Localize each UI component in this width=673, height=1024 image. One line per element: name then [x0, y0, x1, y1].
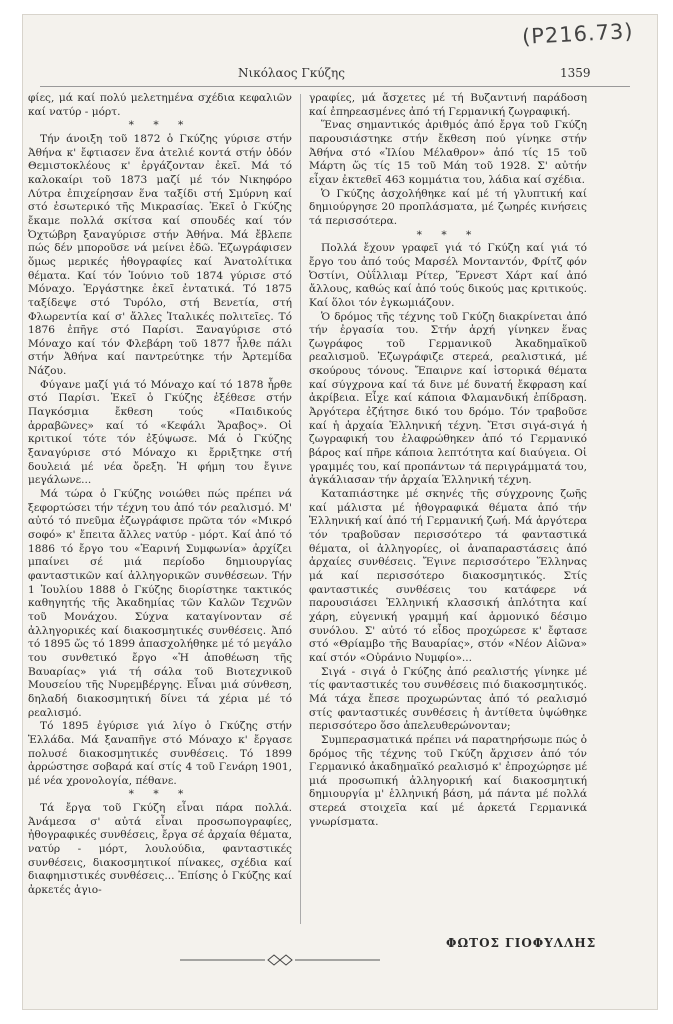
- paragraph: Πολλά ἔχουν γραφεῖ γιά τό Γκύζη καί γιά τό ἔργο του ἀπό τούς Μαρσέλ Μονταντόν, Φρίτζ φόν Ὀστίνι, Οὐΐλλιαμ Ρίτερ, Ἔρνεστ Χάρτ καί ἀπό ἄλλους, καθώς καί ἀπό τούς δικούς μας κριτικούς. Καί ὅλοι τόν ἐγκωμιάζουν.: [309, 242, 587, 309]
- paragraph: Ὁ δρόμος τῆς τέχνης τοῦ Γκύζη διακρίνεται ἀπό τήν ἐργασία του. Στήν ἀρχή γίνηκεν ἕνας ζωγράφος τοῦ Γερμανικοῦ Ἀκαδημαϊκοῦ ρεαλισμοῦ. Ἐζωγράφιζε στερεά, ρεαλιστικά, μέ σκούρους τόνους. Ἔπαιρνε καί ἱστορικά θέματα καί σύγχρονα καί τά δινε μέ δυνατή ἔκφραση καί ἀκρίβεια. Εἶχε καί κάποια Φλαμανδική ἐπίδραση. Ἀργότερα ἐζήτησε δικό του δρόμο. Τόν τραβοῦσε καί ἡ ἀρχαία Ἑλληνική τέχνη. Ἔτσι σιγά-σιγά ἡ ζωγραφική του ἐλαφρώθηκεν ἀπό τό Γερμανικό βάρος καί πῆρε κάποια λεπτότητα καί διαύγεια. Οἱ γραμμές του, καί προπάντων τά περιγράμματά του, ἀγκάλιασαν τήν ἀρχαία Ἑλληνική τέχνη.: [309, 310, 587, 487]
- paragraph: φίες, μά καί πολύ μελετημένα σχέδια κεφαλιῶν καί νατύρ - μόρτ.: [28, 92, 292, 118]
- paragraph: Τά ἔργα τοῦ Γκύζη εἶναι πάρα πολλά. Ἀνάμεσα σ' αὐτά εἶναι προσωπογραφίες, ἠθογραφικές συνθέσεις, ἔργα σέ ἀρχαία θέματα, νατύρ - μόρτ, λουλούδια, φανταστικές συνθέσεις, διακοσμητικοί πίνακες, σχέδια καί διαφημιστικές συνθέσεις... Ἐπίσης ὁ Γκύζης καί ἀρκετές ἁγιο-: [28, 802, 292, 897]
- paragraph: Τό 1895 ἐγύρισε γιά λίγο ὁ Γκύζης στήν Ἑλλάδα. Μά ξαναπῆγε στό Μόναχο κ' ἔργασε πολυσέ διακοσμητικές συνθέσεις. Τό 1899 ἀρρώστησε σοβαρά καί στίς 4 τοῦ Γενάρη 1901, μέ νέα χρονολογία, πέθανε.: [28, 720, 292, 787]
- left-column: [28, 92, 292, 932]
- paragraph: Καταπιάστηκε μέ σκηνές τῆς σύγχρονης ζωῆς καί μάλιστα μέ ἠθογραφικά θέματα ἀπό τήν Ἑλληνική καί ἀπό τή Γερμανική ζωή. Μά ἀργότερα τόν τραβοῦσαν περισσότερο τά φανταστικά θέματα, οἱ ἀλληγορίες, οἱ ἀναπαραστάσεις ἀπό ἀρχαίες συνθέσεις. Ἔγινε περισσότερο Ἕλληνας μά καί περισσότερο διακοσμητικός. Στίς φανταστικές συνθέσεις του κατάφερε νά παρουσιάσει Ἑλληνική κλασσική ἁπλότητα καί χάρη, εὐγενική γραμμή καί ἁρμονικό δέσιμο συνόλου. Σ' αὐτό τό εἶδος προχώρεσε κ' ἔφτασε στό «Θρίαμβο τῆς Βαυαρίας», στόν «Νέον Αἰῶνα» καί στόν «Οὐράνιο Νυμφίο»...: [309, 488, 587, 664]
- paragraph: Συμπερασματικά πρέπει νά παρατηρήσωμε πώς ὁ δρόμος τῆς τέχνης τοῦ Γκύζη ἄρχισεν ἀπό τόν Γερμανικό ἀκαδημαϊκό ρεαλισμό κ' ἐπροχώρησε μέ μιά προσωπική ἀλληγορική καί διακοσμητική δημιουργία μ' ἑλληνική βάση, μά πάντα μέ πολλά στερεά στοιχεῖα καί μέ ἀρκετά Γερμανικά γνωρίσματα.: [309, 733, 587, 828]
- paragraph: Σιγά - σιγά ὁ Γκύζης ἀπό ρεαλιστής γίνηκε μέ τίς φανταστικές του συνθέσεις πιό διακοσμητικός. Μά τάχα ἔπεσε προχωρώντας ἀπό τό ρεαλισμό στίς φανταστικές συνθέσεις ἡ ἀντίθετα ὑψώθηκε περισσότερο ὅσο ἀπελευθερώνονταν;: [309, 665, 587, 733]
- paragraph: Ὁ Γκύζης ἀσχολήθηκε καί μέ τή γλυπτική καί δημιούργησε 20 προπλάσματα, μέ ζωηρές κινήσεις τά περισσότερα.: [309, 187, 587, 227]
- paragraph: Φύγανε μαζί γιά τό Μόναχο καί τό 1878 ἦρθε στό Παρίσι. Ἐκεῖ ὁ Γκύζης ἐξέθεσε στήν Παγκόσμια ἔκθεση τούς «Παιδικούς ἀρραβῶνες» καί τό «Κεφάλι Ἄραβος». Οἱ κριτικοί τότε τόν ἐξύψωσε. Μά ὁ Γκύζης ξαναγύρισε στό Μόναχο κι ἔρριξτηκε στή δουλειά μέ νέα ὄρεξη. Ἡ φήμη του ἔγινε μεγάλωνε...: [28, 378, 292, 487]
- handwritten-note: (Ρ216.73): [521, 19, 635, 49]
- section-divider: * * *: [128, 788, 192, 801]
- section-divider: * * *: [128, 119, 192, 132]
- section-divider: * * *: [416, 228, 480, 241]
- author-signature: ΦΩΤΟΣ ΓΙΟΦΥΛΛΗΣ: [446, 936, 597, 950]
- paragraph: Μά τώρα ὁ Γκύζης νοιώθει πώς πρέπει νά ξεφορτώσει τήν τέχνη του ἀπό τόν ρεαλισμό. Μ' αὐτό τό πνεῦμα ἐζωγράφισε πρῶτα τόν «Μικρό σοφό» κ' ἔπειτα ἄλλες νατύρ - μόρτ. Καί ἀπό τό 1886 τό ἔργο του «Ἐαρινή Συμφωνία» ἀρχίζει μπαίνει σέ μιά περίοδο δημιουργίας φανταστικῶν καί ἀλληγορικῶν συνθέσεων. Τήν 1 Ἰουλίου 1888 ὁ Γκύζης διορίστηκε τακτικός καθηγητής τῆς Ἀκαδημίας τῶν Καλῶν Τεχνῶν τοῦ Μονάχου. Σύχνα καταγίνονταν σέ ἀλληγορικές καί διακοσμητικές συνθέσεις. Ἀπό τό 1895 ὥς τό 1899 ἀπασχολήθηκε μέ τό μεγάλο του συνθετικό ἔργο «Ἡ ἀποθέωση τῆς Βαυαρίας» γιά τή σάλα τοῦ Βιοτεχνικοῦ Μουσείου τῆς Νυρεμβέργης. Εἶναι μιά σύνθεση, δηλαδή διακοσμητική δίνει τά χέρια μέ τό ρεαλισμό.: [28, 488, 292, 719]
- column-rule: [300, 94, 301, 924]
- paragraph: Τήν άνοιξη τοῦ 1872 ὁ Γκύζης γύρισε στήν Ἀθήνα κ' ἔφτιασεν ἕνα ἀτελιέ κοντά στήν ὁδόν Θεμιστοκλέους κ' ἐργάζονταν ἐκεῖ. Μά τό καλοκαίρι τοῦ 1873 μαζί μέ τόν Νικηφόρο Λύτρα ἐπιχείρησαν ἕνα ταξίδι στή Σμύρνη καί στό ἐσωτερικό τῆς Μικρασίας. Ἐκεῖ ὁ Γκύζης ἔκαμε πολλά σκίτσα καί σπουδές καί τόν Ὀχτώβρη ξαναγύρισε στήν Ἀθήνα. Μά ἔβλεπε πώς δέν μποροῦσε νά μείνει ἐδῶ. Ἐζωγράφισεν ὅμως μερικές ἠθογραφίες καί Ἀνατολίτικα θέματα. Καί τόν Ἰούνιο τοῦ 1874 γύρισε στό Μόναχο. Ἐργάστηκε ἐκεῖ ἐντατικά. Τό 1875 ταξίδεψε στό Τυρόλο, στή Βενετία, στή Φλωρεντία καί σ' ἄλλες Ἰταλικές πολιτεῖες. Τό 1876 ἐπῆγε στό Παρίσι. Ξαναγύρισε στό Μόναχο καί τόν Φλεβάρη τοῦ 1877 ἦλθε πάλι στήν Ἀθήνα καί παντρεύτηκε τήν Ἀρτεμίδα Νάζου.: [28, 132, 292, 378]
- header-rule: [40, 86, 630, 87]
- paragraph: γραφίες, μά ἄσχετες μέ τή Βυζαντινή παράδοση καί ἐπηρεασμένες ἀπό τή Γερμανική ζωγραφική.: [309, 92, 587, 118]
- ornament-divider: [180, 954, 380, 966]
- paragraph: Ἕνας σημαντικός ἀριθμός ἀπό ἔργα τοῦ Γκύζη παρουσιάστηκε στήν ἔκθεση πού γίνηκε στήν Ἀθήνα στό «Ἰλίου Μέλαθρον» ἀπό τίς 15 τοῦ Μάρτη ὥς τίς 15 τοῦ Μάη τοῦ 1928. Σ' αὐτήν εἶχαν ἐκτεθεῖ 463 κομμάτια του, λάδια καί σχέδια.: [309, 119, 587, 186]
- right-column: [309, 92, 587, 942]
- header-title: Νικόλαος Γκύζης: [238, 66, 345, 80]
- page-number: 1359: [560, 66, 591, 80]
